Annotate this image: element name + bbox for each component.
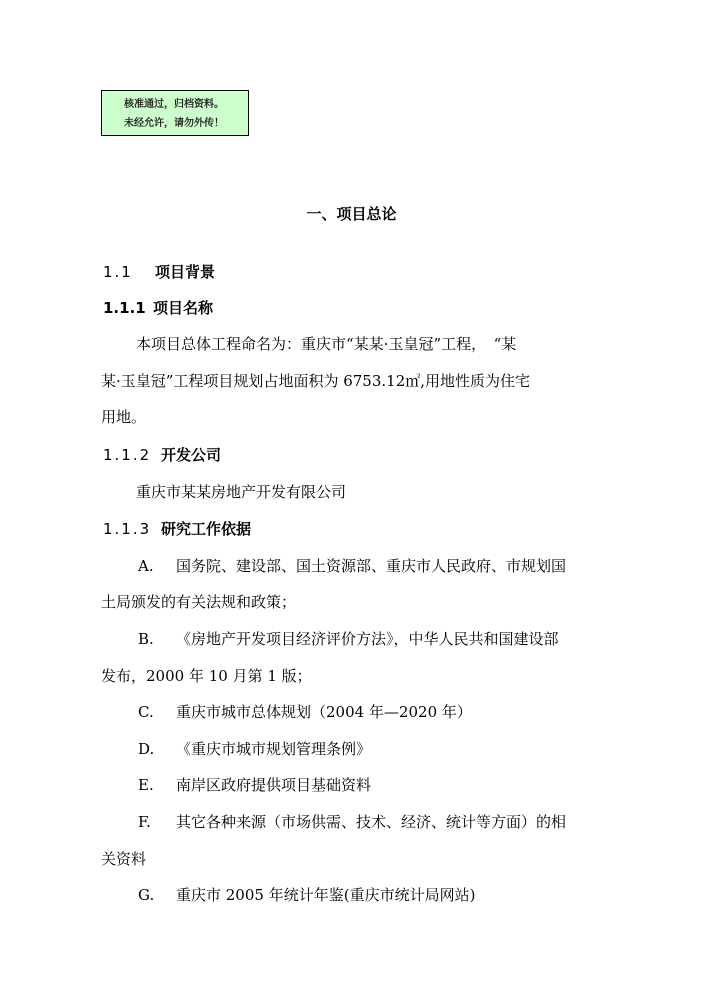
heading-text: 项目背景: [155, 263, 216, 281]
confidential-stamp: [101, 90, 249, 136]
heading-text: 研究工作依据: [161, 520, 252, 538]
heading-number: 1.1.1: [103, 299, 146, 317]
basis-item-d: [138, 738, 371, 759]
company-name: 重庆市某某房地产开发有限公司: [136, 483, 347, 501]
stamp-line-1: 核准通过，归档资料。: [124, 99, 224, 110]
heading-1-1: [103, 261, 215, 282]
heading-1-1-3: [103, 518, 251, 539]
item-label: C.: [138, 703, 154, 721]
project-name-line-2: 某·玉皇冠”工程项目规划占地面积为 6753.12㎡,用地性质为住宅: [101, 372, 531, 390]
item-text: 南岸区政府提供项目基础资料: [176, 776, 372, 794]
basis-item-c: [138, 701, 472, 722]
heading-1-1-2: [103, 444, 221, 465]
project-name-line-1: 本项目总体工程命名为：重庆市“某某·玉皇冠”工程， “某: [136, 335, 517, 353]
item-label: G.: [138, 886, 155, 904]
item-text: 其它各种来源（市场供需、技术、经济、统计等方面）的相: [176, 813, 567, 831]
project-name-line-3: 用地。: [101, 408, 147, 426]
item-text: 重庆市 2005 年统计年鉴(重庆市统计局网站): [176, 886, 476, 904]
basis-item-b: [138, 628, 559, 649]
item-text: 重庆市城市总体规划（2004 年—2020 年）: [176, 703, 472, 721]
heading-text: 开发公司: [161, 446, 222, 464]
item-label: A.: [138, 557, 154, 575]
heading-1-1-1: [103, 297, 213, 318]
heading-text: 项目名称: [153, 299, 214, 317]
stamp-line-2: 未经允许，请勿外传！: [124, 118, 224, 129]
basis-item-b-cont: 发布，2000 年 10 月第 1 版；: [101, 667, 312, 685]
heading-number: 1.1: [103, 263, 133, 281]
item-text: 《房地产开发项目经济评价方法》，中华人民共和国建设部: [176, 630, 559, 648]
basis-item-a-cont: 土局颁发的有关法规和政策；: [101, 593, 297, 611]
item-label: F.: [138, 813, 151, 831]
item-text: 国务院、建设部、国土资源部、重庆市人民政府、市规划国: [176, 557, 567, 575]
heading-number: 1.1.3: [103, 520, 152, 538]
basis-item-f-cont: 关资料: [101, 850, 147, 868]
item-label: B.: [138, 630, 154, 648]
basis-item-f: [138, 811, 566, 832]
chapter-title: 一、项目总论: [306, 205, 397, 223]
item-label: E.: [138, 776, 154, 794]
basis-item-a: [138, 555, 566, 576]
basis-item-e: [138, 774, 371, 795]
item-text: 《重庆市城市规划管理条例》: [176, 740, 372, 758]
basis-item-g: [138, 884, 475, 905]
heading-number: 1.1.2: [103, 446, 152, 464]
item-label: D.: [138, 740, 155, 758]
